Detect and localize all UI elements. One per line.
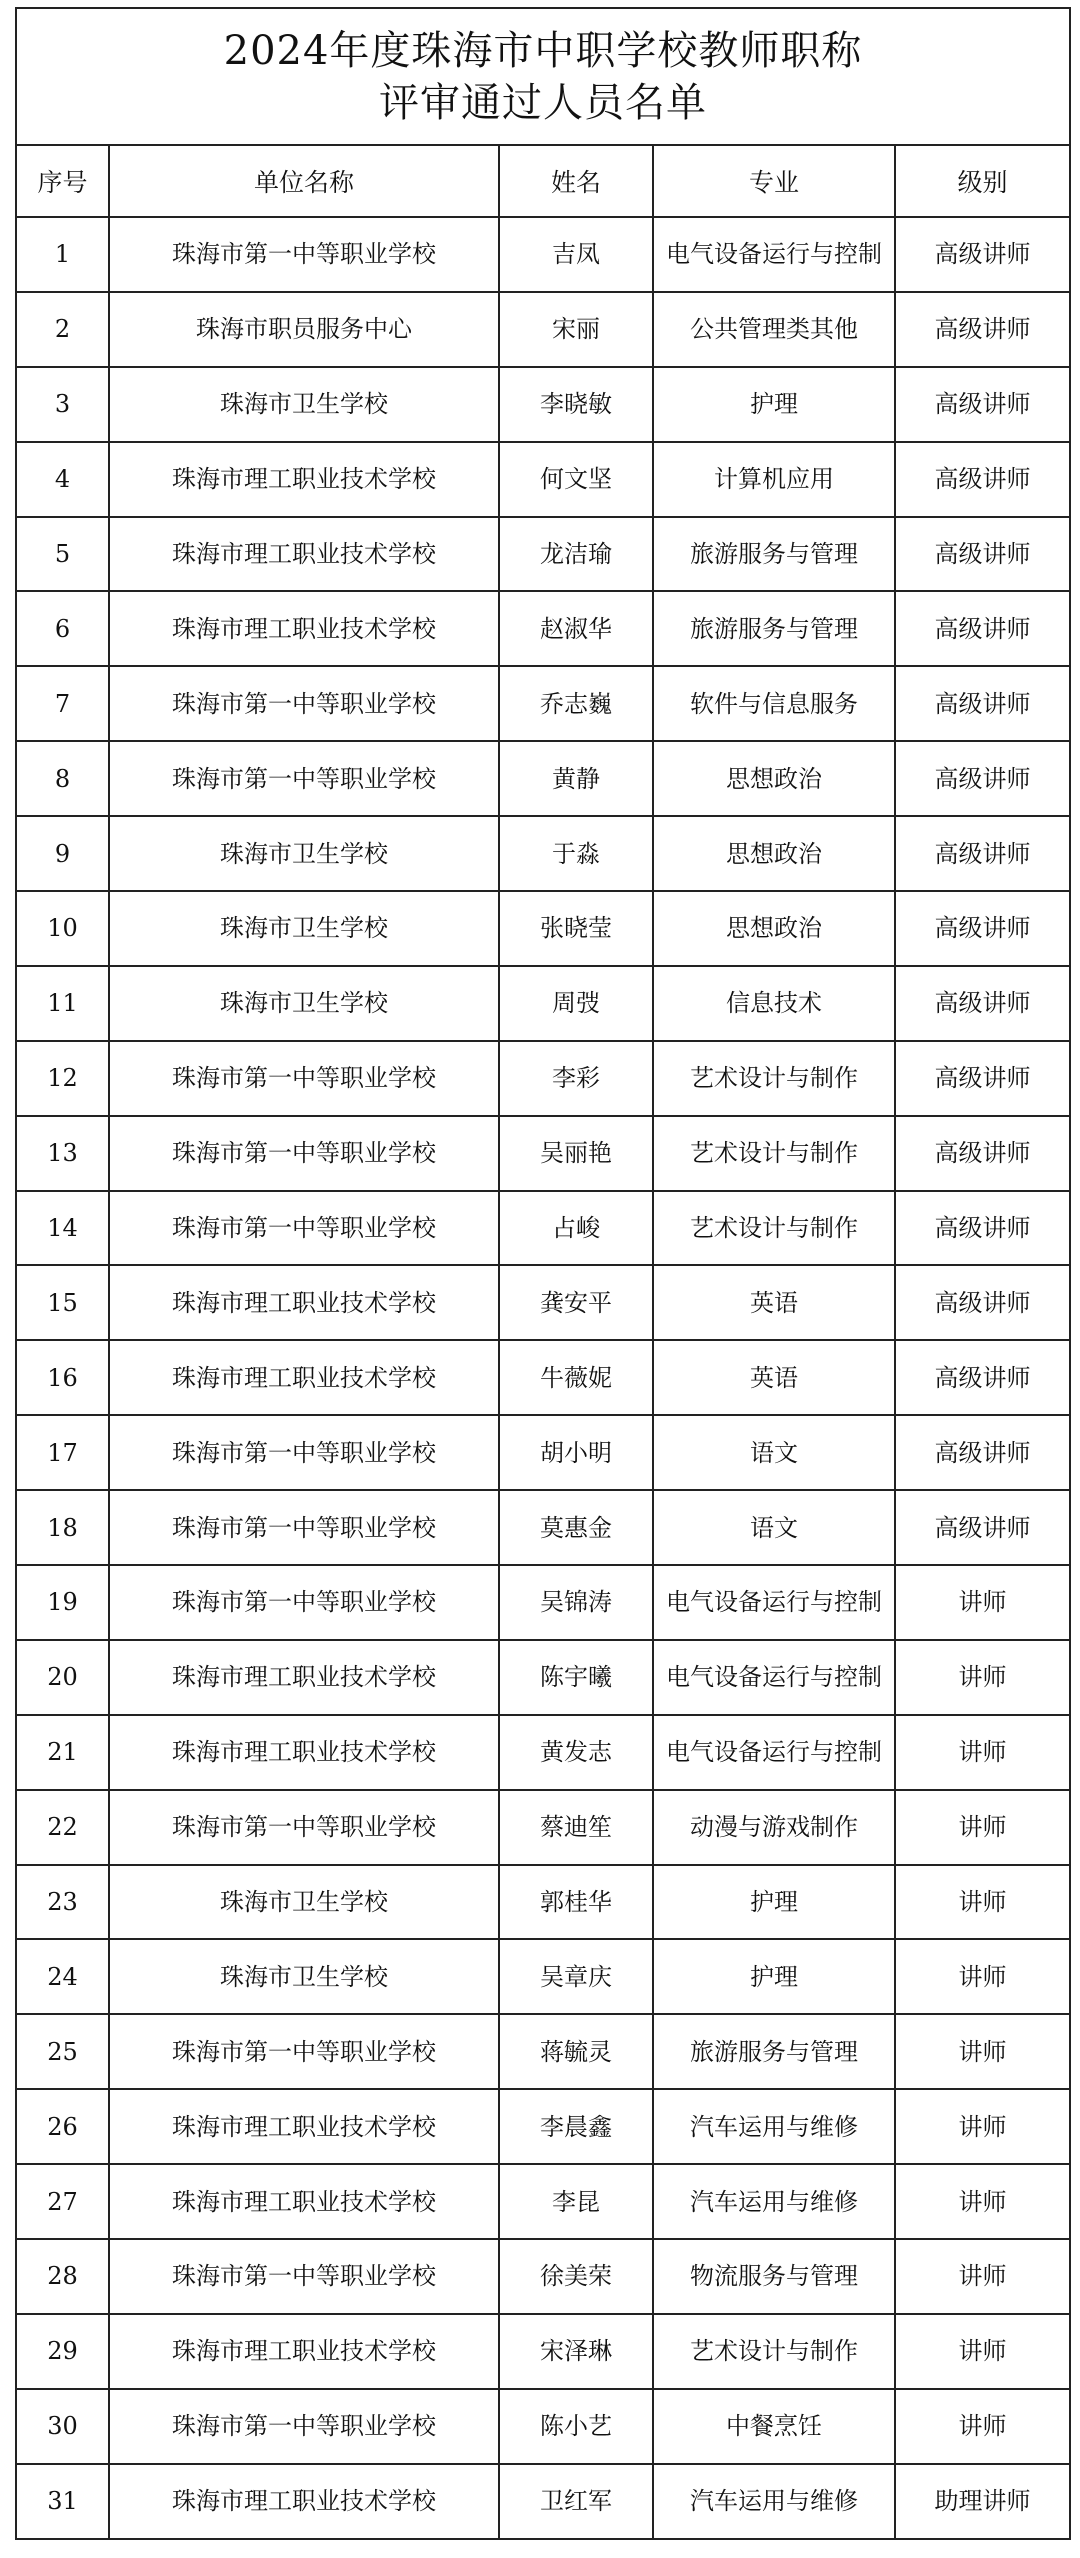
table-row	[16, 741, 1070, 816]
cell-unit: 珠海市理工职业技术学校	[109, 2464, 499, 2539]
cell-level: 高级讲师	[895, 1265, 1070, 1340]
cell-no: 30	[16, 2389, 109, 2464]
cell-major: 旅游服务与管理	[653, 517, 895, 592]
cell-level: 高级讲师	[895, 1340, 1070, 1415]
cell-name: 胡小明	[499, 1415, 653, 1490]
table-row	[16, 217, 1070, 292]
cell-level: 助理讲师	[895, 2464, 1070, 2539]
cell-major: 艺术设计与制作	[653, 1041, 895, 1116]
roster-table	[15, 7, 1071, 2540]
cell-name: 李晓敏	[499, 367, 653, 442]
cell-name: 吉凤	[499, 217, 653, 292]
table-row	[16, 1041, 1070, 1116]
cell-level: 高级讲师	[895, 741, 1070, 816]
table-row	[16, 1715, 1070, 1790]
cell-unit: 珠海市理工职业技术学校	[109, 2089, 499, 2164]
cell-no: 23	[16, 1865, 109, 1940]
cell-name: 黄静	[499, 741, 653, 816]
cell-level: 高级讲师	[895, 367, 1070, 442]
cell-major: 思想政治	[653, 816, 895, 891]
title-line-2: 评审通过人员名单	[379, 79, 708, 126]
cell-name: 赵淑华	[499, 591, 653, 666]
cell-no: 3	[16, 367, 109, 442]
cell-unit: 珠海市理工职业技术学校	[109, 1265, 499, 1340]
cell-major: 公共管理类其他	[653, 292, 895, 367]
cell-name: 黄发志	[499, 1715, 653, 1790]
cell-unit: 珠海市卫生学校	[109, 367, 499, 442]
cell-unit: 珠海市第一中等职业学校	[109, 217, 499, 292]
cell-unit: 珠海市第一中等职业学校	[109, 1790, 499, 1865]
cell-major: 汽车运用与维修	[653, 2089, 895, 2164]
cell-no: 9	[16, 816, 109, 891]
cell-major: 电气设备运行与控制	[653, 1565, 895, 1640]
table-row	[16, 292, 1070, 367]
table-row	[16, 1340, 1070, 1415]
cell-no: 24	[16, 1939, 109, 2014]
cell-unit: 珠海市卫生学校	[109, 966, 499, 1041]
table-row	[16, 2164, 1070, 2239]
cell-no: 6	[16, 591, 109, 666]
title-line-1: 2024年度珠海市中职学校教师职称	[223, 27, 863, 74]
cell-major: 护理	[653, 367, 895, 442]
table-row	[16, 1865, 1070, 1940]
table-row	[16, 2239, 1070, 2314]
cell-name: 周弢	[499, 966, 653, 1041]
cell-no: 4	[16, 442, 109, 517]
table-row	[16, 517, 1070, 592]
roster-document	[15, 7, 1069, 2548]
cell-unit: 珠海市第一中等职业学校	[109, 2014, 499, 2089]
cell-major: 语文	[653, 1415, 895, 1490]
table-row	[16, 666, 1070, 741]
cell-name: 卫红军	[499, 2464, 653, 2539]
cell-no: 10	[16, 891, 109, 966]
cell-unit: 珠海市第一中等职业学校	[109, 1415, 499, 1490]
cell-unit: 珠海市理工职业技术学校	[109, 2314, 499, 2389]
table-row	[16, 1939, 1070, 2014]
table-row	[16, 1565, 1070, 1640]
cell-unit: 珠海市卫生学校	[109, 891, 499, 966]
cell-no: 21	[16, 1715, 109, 1790]
cell-major: 旅游服务与管理	[653, 2014, 895, 2089]
cell-major: 英语	[653, 1340, 895, 1415]
cell-major: 英语	[653, 1265, 895, 1340]
cell-level: 讲师	[895, 2164, 1070, 2239]
header-name: 姓名	[499, 145, 653, 217]
cell-unit: 珠海市第一中等职业学校	[109, 2389, 499, 2464]
cell-no: 20	[16, 1640, 109, 1715]
cell-name: 徐美荣	[499, 2239, 653, 2314]
cell-level: 高级讲师	[895, 217, 1070, 292]
cell-no: 1	[16, 217, 109, 292]
cell-name: 陈宇曦	[499, 1640, 653, 1715]
table-row	[16, 591, 1070, 666]
table-row	[16, 2314, 1070, 2389]
cell-level: 讲师	[895, 1640, 1070, 1715]
cell-no: 25	[16, 2014, 109, 2089]
cell-major: 艺术设计与制作	[653, 1191, 895, 1266]
cell-unit: 珠海市理工职业技术学校	[109, 517, 499, 592]
cell-unit: 珠海市第一中等职业学校	[109, 1191, 499, 1266]
cell-major: 电气设备运行与控制	[653, 1715, 895, 1790]
cell-level: 讲师	[895, 1565, 1070, 1640]
cell-no: 12	[16, 1041, 109, 1116]
cell-major: 软件与信息服务	[653, 666, 895, 741]
cell-major: 旅游服务与管理	[653, 591, 895, 666]
cell-major: 护理	[653, 1939, 895, 2014]
cell-name: 乔志巍	[499, 666, 653, 741]
table-row	[16, 367, 1070, 442]
cell-level: 讲师	[895, 2014, 1070, 2089]
cell-no: 22	[16, 1790, 109, 1865]
cell-no: 8	[16, 741, 109, 816]
cell-no: 16	[16, 1340, 109, 1415]
cell-level: 讲师	[895, 1939, 1070, 2014]
cell-unit: 珠海市理工职业技术学校	[109, 591, 499, 666]
cell-no: 11	[16, 966, 109, 1041]
header-no: 序号	[16, 145, 109, 217]
cell-name: 蒋毓灵	[499, 2014, 653, 2089]
cell-level: 高级讲师	[895, 891, 1070, 966]
table-row	[16, 1265, 1070, 1340]
cell-major: 护理	[653, 1865, 895, 1940]
table-row	[16, 1790, 1070, 1865]
cell-unit: 珠海市第一中等职业学校	[109, 666, 499, 741]
cell-unit: 珠海市理工职业技术学校	[109, 442, 499, 517]
header-row	[16, 145, 1070, 217]
cell-name: 于淼	[499, 816, 653, 891]
title-row	[16, 8, 1070, 145]
cell-level: 讲师	[895, 2239, 1070, 2314]
cell-level: 讲师	[895, 1715, 1070, 1790]
cell-level: 讲师	[895, 2314, 1070, 2389]
header-level: 级别	[895, 145, 1070, 217]
cell-level: 高级讲师	[895, 1490, 1070, 1565]
cell-level: 高级讲师	[895, 442, 1070, 517]
cell-major: 艺术设计与制作	[653, 2314, 895, 2389]
cell-level: 高级讲师	[895, 517, 1070, 592]
cell-no: 27	[16, 2164, 109, 2239]
cell-name: 李彩	[499, 1041, 653, 1116]
cell-major: 中餐烹饪	[653, 2389, 895, 2464]
cell-name: 龚安平	[499, 1265, 653, 1340]
table-row	[16, 816, 1070, 891]
cell-level: 高级讲师	[895, 1415, 1070, 1490]
cell-level: 讲师	[895, 1865, 1070, 1940]
cell-major: 计算机应用	[653, 442, 895, 517]
cell-unit: 珠海市理工职业技术学校	[109, 2164, 499, 2239]
cell-name: 陈小艺	[499, 2389, 653, 2464]
cell-unit: 珠海市第一中等职业学校	[109, 1490, 499, 1565]
cell-major: 思想政治	[653, 891, 895, 966]
cell-name: 宋泽琳	[499, 2314, 653, 2389]
cell-unit: 珠海市卫生学校	[109, 1939, 499, 2014]
cell-major: 物流服务与管理	[653, 2239, 895, 2314]
cell-major: 汽车运用与维修	[653, 2464, 895, 2539]
cell-no: 26	[16, 2089, 109, 2164]
cell-level: 讲师	[895, 2089, 1070, 2164]
cell-no: 2	[16, 292, 109, 367]
cell-no: 17	[16, 1415, 109, 1490]
cell-major: 电气设备运行与控制	[653, 1640, 895, 1715]
table-row	[16, 1490, 1070, 1565]
cell-no: 14	[16, 1191, 109, 1266]
cell-major: 汽车运用与维修	[653, 2164, 895, 2239]
cell-name: 何文坚	[499, 442, 653, 517]
header-major: 专业	[653, 145, 895, 217]
cell-name: 吴章庆	[499, 1939, 653, 2014]
cell-unit: 珠海市卫生学校	[109, 1865, 499, 1940]
table-row	[16, 2389, 1070, 2464]
cell-unit: 珠海市理工职业技术学校	[109, 1640, 499, 1715]
cell-no: 28	[16, 2239, 109, 2314]
cell-name: 李昆	[499, 2164, 653, 2239]
cell-unit: 珠海市第一中等职业学校	[109, 1041, 499, 1116]
cell-level: 高级讲师	[895, 666, 1070, 741]
cell-no: 5	[16, 517, 109, 592]
cell-name: 李晨鑫	[499, 2089, 653, 2164]
cell-level: 高级讲师	[895, 292, 1070, 367]
cell-no: 13	[16, 1116, 109, 1191]
cell-no: 18	[16, 1490, 109, 1565]
cell-unit: 珠海市第一中等职业学校	[109, 741, 499, 816]
cell-name: 郭桂华	[499, 1865, 653, 1940]
table-row	[16, 2014, 1070, 2089]
cell-no: 31	[16, 2464, 109, 2539]
document-title	[16, 8, 1070, 145]
cell-major: 信息技术	[653, 966, 895, 1041]
cell-name: 宋丽	[499, 292, 653, 367]
cell-name: 吴丽艳	[499, 1116, 653, 1191]
cell-name: 吴锦涛	[499, 1565, 653, 1640]
cell-major: 思想政治	[653, 741, 895, 816]
cell-no: 19	[16, 1565, 109, 1640]
cell-unit: 珠海市第一中等职业学校	[109, 1116, 499, 1191]
cell-level: 高级讲师	[895, 966, 1070, 1041]
table-row	[16, 1116, 1070, 1191]
cell-level: 高级讲师	[895, 1041, 1070, 1116]
header-unit: 单位名称	[109, 145, 499, 217]
cell-unit: 珠海市理工职业技术学校	[109, 1715, 499, 1790]
cell-major: 艺术设计与制作	[653, 1116, 895, 1191]
cell-major: 动漫与游戏制作	[653, 1790, 895, 1865]
table-row	[16, 2089, 1070, 2164]
table-row	[16, 1415, 1070, 1490]
cell-level: 高级讲师	[895, 816, 1070, 891]
cell-major: 电气设备运行与控制	[653, 217, 895, 292]
cell-unit: 珠海市第一中等职业学校	[109, 2239, 499, 2314]
cell-unit: 珠海市理工职业技术学校	[109, 1340, 499, 1415]
cell-name: 占峻	[499, 1191, 653, 1266]
cell-major: 语文	[653, 1490, 895, 1565]
roster-body	[16, 217, 1070, 2539]
cell-no: 7	[16, 666, 109, 741]
cell-no: 29	[16, 2314, 109, 2389]
table-row	[16, 1640, 1070, 1715]
cell-name: 蔡迪笙	[499, 1790, 653, 1865]
table-row	[16, 442, 1070, 517]
cell-name: 龙洁瑜	[499, 517, 653, 592]
cell-level: 高级讲师	[895, 591, 1070, 666]
table-row	[16, 1191, 1070, 1266]
cell-unit: 珠海市第一中等职业学校	[109, 1565, 499, 1640]
table-row	[16, 2464, 1070, 2539]
table-row	[16, 966, 1070, 1041]
cell-name: 牛薇妮	[499, 1340, 653, 1415]
cell-level: 讲师	[895, 2389, 1070, 2464]
cell-no: 15	[16, 1265, 109, 1340]
table-row	[16, 891, 1070, 966]
cell-unit: 珠海市职员服务中心	[109, 292, 499, 367]
cell-level: 高级讲师	[895, 1191, 1070, 1266]
cell-level: 高级讲师	[895, 1116, 1070, 1191]
cell-level: 讲师	[895, 1790, 1070, 1865]
cell-unit: 珠海市卫生学校	[109, 816, 499, 891]
cell-name: 张晓莹	[499, 891, 653, 966]
cell-name: 莫惠金	[499, 1490, 653, 1565]
